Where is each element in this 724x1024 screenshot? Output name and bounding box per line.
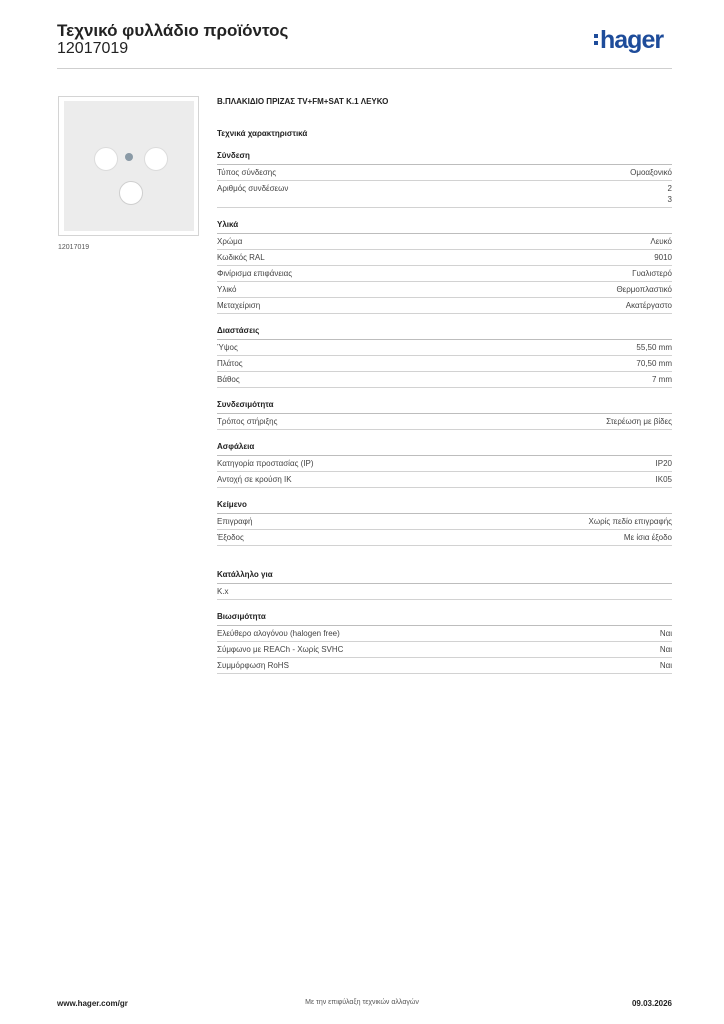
row-label: Επιγραφή	[217, 517, 253, 526]
row-value: IK05	[655, 475, 672, 484]
row-label: Ελεύθερο αλογόνου (halogen free)	[217, 629, 340, 638]
header-divider	[57, 68, 672, 69]
row-label: Χρώμα	[217, 237, 243, 246]
table-row	[217, 356, 672, 372]
row-value: 9010	[654, 253, 672, 262]
socket-hole-icon	[94, 147, 118, 171]
product-code: 12017019	[57, 40, 129, 57]
row-label: Τρόπος στήριξης	[217, 417, 278, 426]
image-caption: 12017019	[58, 244, 90, 251]
table-row	[217, 181, 672, 208]
table-row	[217, 456, 672, 472]
section-title-connectivity: Συνδεσιμότητα	[217, 400, 672, 414]
table-row	[217, 298, 672, 314]
section-title-suitable: Κατάλληλο για	[217, 570, 672, 584]
table-row	[217, 626, 672, 642]
row-label: Κωδικός RAL	[217, 253, 265, 262]
section-title-safety: Ασφάλεια	[217, 442, 672, 456]
row-label: K.x	[217, 587, 229, 596]
row-value: Γυαλιστερό	[632, 269, 672, 278]
row-label: Μεταχείριση	[217, 301, 261, 310]
table-row	[217, 250, 672, 266]
section-title-dimensions: Διαστάσεις	[217, 326, 672, 340]
logo-dots-icon	[594, 31, 598, 48]
table-row	[217, 642, 672, 658]
row-label: Κατηγορία προστασίας (IP)	[217, 459, 314, 468]
row-label: Βάθος	[217, 375, 240, 384]
row-label: Φινίρισμα επιφάνειας	[217, 269, 293, 278]
row-value: 3	[667, 195, 672, 204]
specs-content	[217, 97, 672, 674]
table-row	[217, 472, 672, 488]
technical-title: Τεχνικά χαρακτηριστικά	[217, 129, 308, 138]
row-value: 7 mm	[652, 375, 672, 384]
section-title-materials: Υλικά	[217, 220, 672, 234]
section-title-connection: Σύνδεση	[217, 151, 672, 165]
product-image	[58, 96, 199, 236]
table-row	[217, 340, 672, 356]
section-title-sustainability: Βιωσιμότητα	[217, 612, 672, 626]
row-label: Σύμφωνο με REACh - Χωρίς SVHC	[217, 645, 344, 654]
row-value: Στερέωση με βίδες	[606, 417, 672, 426]
row-value: Ναι	[659, 661, 672, 670]
row-label: Ύψος	[217, 343, 238, 352]
row-value: 70,50 mm	[636, 359, 672, 368]
footer-date: 09.03.2026	[631, 999, 672, 1008]
table-row	[217, 266, 672, 282]
row-value: Λευκό	[650, 237, 672, 246]
row-label: Αντοχή σε κρούση IK	[217, 475, 292, 484]
row-value: Θερμοπλαστικό	[616, 285, 672, 294]
row-label: Τύπος σύνδεσης	[217, 168, 277, 177]
row-label: Πλάτος	[217, 359, 243, 368]
cover-plate-image	[64, 101, 194, 231]
page-title: Τεχνικό φυλλάδιο προϊόντος	[57, 21, 289, 40]
table-row	[217, 165, 672, 181]
product-name: Β.ΠΛΑΚΙΔΙΟ ΠΡΙΖΑΣ TV+FM+SAT K.1 ΛΕΥΚΟ	[217, 97, 389, 106]
table-row	[217, 658, 672, 674]
table-row	[217, 584, 672, 600]
row-label: Υλικό	[217, 285, 237, 294]
table-row	[217, 372, 672, 388]
socket-hole-icon	[119, 181, 143, 205]
table-row	[217, 530, 672, 546]
footer-website-link[interactable]: www.hager.com/gr	[57, 999, 128, 1008]
row-value: Χωρίς πεδίο επιγραφής	[588, 517, 672, 526]
table-row	[217, 414, 672, 430]
logo-text: hager	[600, 26, 664, 54]
table-row	[217, 234, 672, 250]
table-row	[217, 282, 672, 298]
row-value: Ναι	[659, 645, 672, 654]
row-value: 2	[667, 184, 672, 193]
section-title-text: Κείμενο	[217, 500, 672, 514]
row-value: IP20	[655, 459, 672, 468]
footer-center: Με την επιφύλαξη τεχνικών αλλαγών	[305, 999, 419, 1006]
socket-hole-icon	[144, 147, 168, 171]
row-value: Ακατέργαστο	[625, 301, 672, 310]
row-label: Αριθμός συνδέσεων	[217, 184, 289, 193]
table-row	[217, 514, 672, 530]
row-value: Ομοαξονικό	[630, 168, 672, 177]
screw-icon	[125, 153, 133, 161]
row-value: Ναι	[659, 629, 672, 638]
row-value: 55,50 mm	[636, 343, 672, 352]
hager-logo	[594, 26, 663, 55]
row-value: Με ίσια έξοδο	[623, 533, 672, 542]
row-label: Συμμόρφωση RoHS	[217, 661, 289, 670]
row-label: Έξοδος	[217, 533, 244, 542]
